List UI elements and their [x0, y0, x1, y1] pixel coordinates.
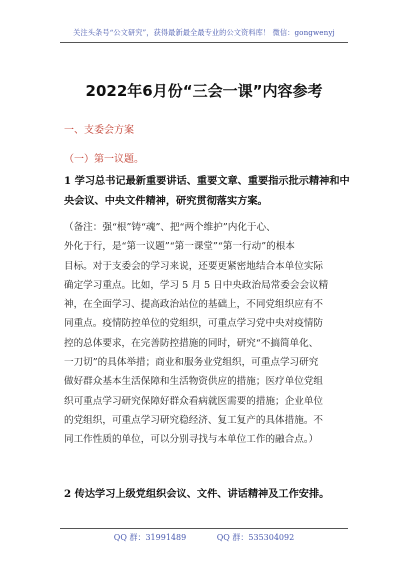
item-1-line: 1 学习总书记最新重要讲话、重要文章、重要指示批示精神和中 [64, 175, 350, 187]
note-line: 织可重点学习研究保障好群众看病就医需要的措施；企业单位 [64, 395, 324, 407]
note-line: （备注：强“根”铸“魂”、把“两个维护”内化于心、 [64, 222, 276, 233]
item-1-line: 央会议、中央文件精神，研究贯彻落实方案。 [64, 195, 268, 207]
item-1-paragraph [64, 171, 350, 211]
note-line: 一刀切”的具体举措；商业和服务业党组织，可重点学习研究 [64, 357, 319, 369]
item-2-paragraph [64, 484, 344, 504]
footer [0, 532, 408, 543]
note-line: 神，在全面学习、提高政治站位的基础上，不同党组织应有不 [64, 299, 324, 311]
footer-qq-group-2: QQ 群：535304092 [216, 533, 295, 542]
note-line: 做好群众基本生活保障和生活物资供应的措施；医疗单位党组 [64, 376, 324, 388]
item-2-line: 2 传达学习上级党组织会议、文件、讲话精神及工作安排。 [64, 488, 330, 500]
footer-divider [60, 528, 348, 529]
section-subheading: （一）第一议题。 [64, 154, 144, 165]
section-heading: 一、支委会方案 [64, 125, 134, 136]
note-line: 目标。对于支委会的学习来说，还要更紧密地结合本单位实际 [64, 260, 324, 272]
note-line: 确定学习重点。比如，学习 5 月 5 日中央政治局常委会会议精 [64, 279, 329, 291]
note-paragraph [64, 218, 348, 450]
footer-qq-group-1: QQ 群：31991489 [113, 533, 187, 542]
header-note: 关注头条号“公文研究”，获得最新最全最专业的公文资料库！ 微信：gongwenyj [73, 28, 335, 37]
note-line: 控的总体要求，在完善防控措施的同时，研究“不搞简单化、 [64, 337, 319, 349]
note-line: 的党组织，可重点学习研究稳经济、复工复产的具体措施。不 [64, 414, 324, 426]
note-line: 同工作性质的单位，可以分别寻找与本单位工作的融合点。） [64, 434, 319, 446]
note-line: 外化于行，是“第一议题”“第一课堂”“第一行动”的根本 [64, 241, 295, 253]
header-divider [60, 42, 348, 43]
page-title: 2022年6月份“三会一课”内容参考 [85, 82, 323, 100]
note-line: 同重点。疫情防控单位的党组织，可重点学习党中央对疫情防 [64, 318, 324, 330]
